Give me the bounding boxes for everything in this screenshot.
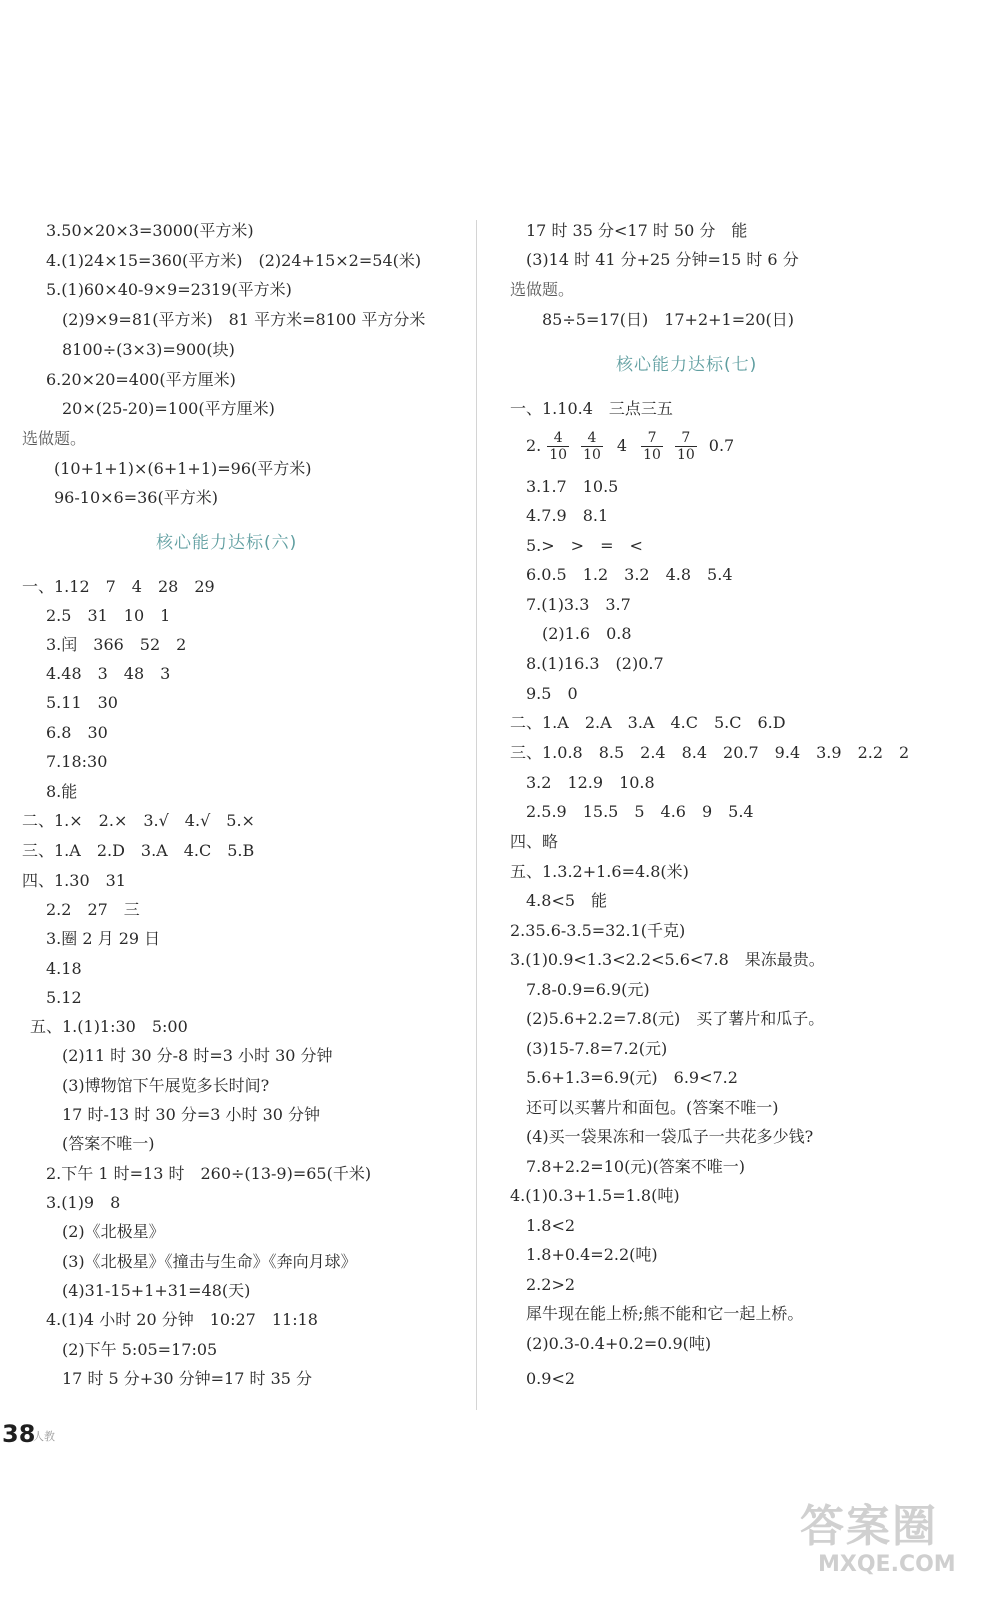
answer-line: 1.8+0.4=2.2(吨): [526, 1245, 658, 1264]
answer-line: 一、1.10.4 三点三五: [510, 399, 673, 418]
answer-line: (3)15-7.8=7.2(元): [526, 1039, 668, 1058]
answer-line: 三、1.A 2.D 3.A 4.C 5.B: [22, 841, 255, 860]
answer-line: 3.圈 2 月 29 日: [46, 929, 161, 948]
answer-line: 2.5.9 15.5 5 4.6 9 5.4: [526, 802, 754, 821]
answer-line: 一、1.12 7 4 28 29: [22, 577, 215, 596]
section-title: 核心能力达标(六): [156, 533, 298, 553]
answer-prefix: 2.: [526, 436, 542, 455]
answer-line: 7.18:30: [46, 752, 108, 771]
answer-line: 7.8+2.2=10(元)(答案不唯一): [526, 1157, 746, 1176]
answer-line: 2.35.6-3.5=32.1(千克): [510, 921, 686, 940]
text-line: (10+1+1)×(6+1+1)=96(平方米): [54, 459, 312, 478]
text-line: 96-10×6=36(平方米): [54, 488, 218, 507]
answer-line: 五、1.(1)1:30 5:00: [30, 1017, 188, 1036]
answer-line: (4)买一袋果冻和一袋瓜子一共花多少钱?: [526, 1127, 814, 1146]
fraction: [547, 430, 569, 463]
fraction: [641, 430, 663, 463]
answer-line: (2)0.3-0.4+0.2=0.9(吨): [526, 1334, 712, 1353]
answer-line: 4.48 3 48 3: [46, 664, 171, 683]
answer-line: 8.(1)16.3 (2)0.7: [526, 654, 664, 673]
answer-line: 3.2 12.9 10.8: [526, 773, 655, 792]
answer-line: 8.能: [46, 782, 78, 801]
answer-line: 0.9<2: [526, 1369, 576, 1388]
answer-line: 3.闰 366 52 2: [46, 635, 187, 654]
answer-line: 犀牛现在能上桥;熊不能和它一起上桥。: [526, 1304, 804, 1323]
text-line: 17 时 35 分<17 时 50 分 能: [526, 221, 748, 240]
text-line: 6.20×20=400(平方厘米): [46, 370, 236, 389]
text-line: 3.50×20×3=3000(平方米): [46, 221, 254, 240]
answer-line: 9.5 0: [526, 684, 578, 703]
answer-line: 2.2 27 三: [46, 900, 140, 919]
answer-value: 4: [616, 436, 628, 455]
fraction-numerator: 4: [581, 430, 603, 447]
answer-line: (4)31-15+1+31=48(天): [62, 1281, 251, 1300]
answer-line: 4.(1)0.3+1.5=1.8(吨): [510, 1186, 680, 1205]
answer-line: 3.(1)0.9<1.3<2.2<5.6<7.8 果冻最贵。: [510, 950, 825, 969]
answer-line: 还可以买薯片和面包。(答案不唯一): [526, 1098, 779, 1117]
fraction: [675, 430, 697, 463]
fraction: [581, 430, 603, 463]
answer-line: 2.5 31 10 1: [46, 606, 171, 625]
answer-line: 2.2>2: [526, 1275, 576, 1294]
answer-line: 二、1.× 2.× 3.√ 4.√ 5.×: [22, 811, 255, 830]
answer-line: 五、1.3.2+1.6=4.8(米): [510, 862, 689, 881]
answer-line: 4.(1)4 小时 20 分钟 10:27 11:18: [46, 1310, 318, 1329]
fraction-numerator: 7: [675, 430, 697, 447]
answer-line: 17 时 5 分+30 分钟=17 时 35 分: [62, 1369, 313, 1388]
text-line: 选做题。: [22, 429, 87, 448]
text-line: 85÷5=17(日) 17+2+1=20(日): [542, 310, 794, 329]
fraction-denominator: 10: [643, 447, 661, 463]
answer-line: 4.18: [46, 959, 82, 978]
answer-line: 5.6+1.3=6.9(元) 6.9<7.2: [526, 1068, 738, 1087]
fraction-denominator: 10: [549, 447, 568, 463]
column-divider: [476, 220, 477, 1410]
text-line: 20×(25-20)=100(平方厘米): [62, 399, 275, 418]
text-line: (2)9×9=81(平方米) 81 平方米=8100 平方分米: [62, 310, 426, 329]
answer-line: (2)11 时 30 分-8 时=3 小时 30 分钟: [62, 1046, 333, 1065]
answer-line: 5.11 30: [46, 693, 118, 712]
answer-line: 4.8<5 能: [526, 891, 608, 910]
answer-line: (2)《北极星》: [62, 1222, 165, 1241]
answer-line: 3.1.7 10.5: [526, 477, 619, 496]
text-line: (3)14 时 41 分+25 分钟=15 时 6 分: [526, 250, 799, 269]
watermark-url: MXQE.COM: [818, 1552, 956, 1577]
text-line: 4.(1)24×15=360(平方米) (2)24+15×2=54(米): [46, 251, 422, 270]
answer-line: (2)5.6+2.2=7.8(元) 买了薯片和瓜子。: [526, 1009, 825, 1028]
answer-line: 6.0.5 1.2 3.2 4.8 5.4: [526, 565, 733, 584]
answer-value: 0.7: [708, 436, 735, 455]
answer-line: 7.(1)3.3 3.7: [526, 595, 631, 614]
publisher-mark: 人教: [33, 1430, 55, 1443]
answer-line: 6.8 30: [46, 723, 108, 742]
answer-line: (2)1.6 0.8: [542, 624, 632, 643]
text-line: 8100÷(3×3)=900(块): [62, 340, 235, 359]
answer-line: 7.8-0.9=6.9(元): [526, 980, 650, 999]
answer-line: 17 时-13 时 30 分=3 小时 30 分钟: [62, 1105, 321, 1124]
page-number: 38: [2, 1420, 36, 1448]
answer-line: 1.8<2: [526, 1216, 576, 1235]
answer-line: (3)《北极星》《撞击与生命》《奔向月球》: [62, 1252, 357, 1271]
answer-line: (2)下午 5:05=17:05: [62, 1340, 218, 1359]
fraction-answer-line: [526, 428, 734, 464]
fraction-denominator: 10: [583, 447, 601, 463]
answer-line: 3.(1)9 8: [46, 1193, 121, 1212]
fraction-denominator: 10: [676, 447, 695, 463]
answer-line: 5.> > = <: [526, 536, 643, 555]
answer-line: 二、1.A 2.A 3.A 4.C 5.C 6.D: [510, 713, 786, 732]
answer-line: 三、1.0.8 8.5 2.4 8.4 20.7 9.4 3.9 2.2 2: [510, 743, 910, 762]
answer-line: (3)博物馆下午展览多长时间?: [62, 1076, 270, 1095]
text-line: 选做题。: [510, 280, 575, 299]
answer-line: (答案不唯一): [62, 1134, 155, 1153]
answer-line: 四、1.30 31: [22, 871, 126, 890]
section-title: 核心能力达标(七): [616, 355, 758, 375]
text-line: 5.(1)60×40-9×9=2319(平方米): [46, 280, 292, 299]
answer-line: 2.下午 1 时=13 时 260÷(13-9)=65(千米): [46, 1164, 372, 1183]
watermark-title: 答案圈: [800, 1501, 938, 1552]
answer-line: 四、略: [510, 832, 559, 851]
watermark-logo: [800, 1490, 990, 1590]
answer-line: 5.12: [46, 988, 82, 1007]
fraction-numerator: 7: [641, 430, 663, 447]
fraction-numerator: 4: [547, 430, 569, 447]
answer-line: 4.7.9 8.1: [526, 506, 609, 525]
